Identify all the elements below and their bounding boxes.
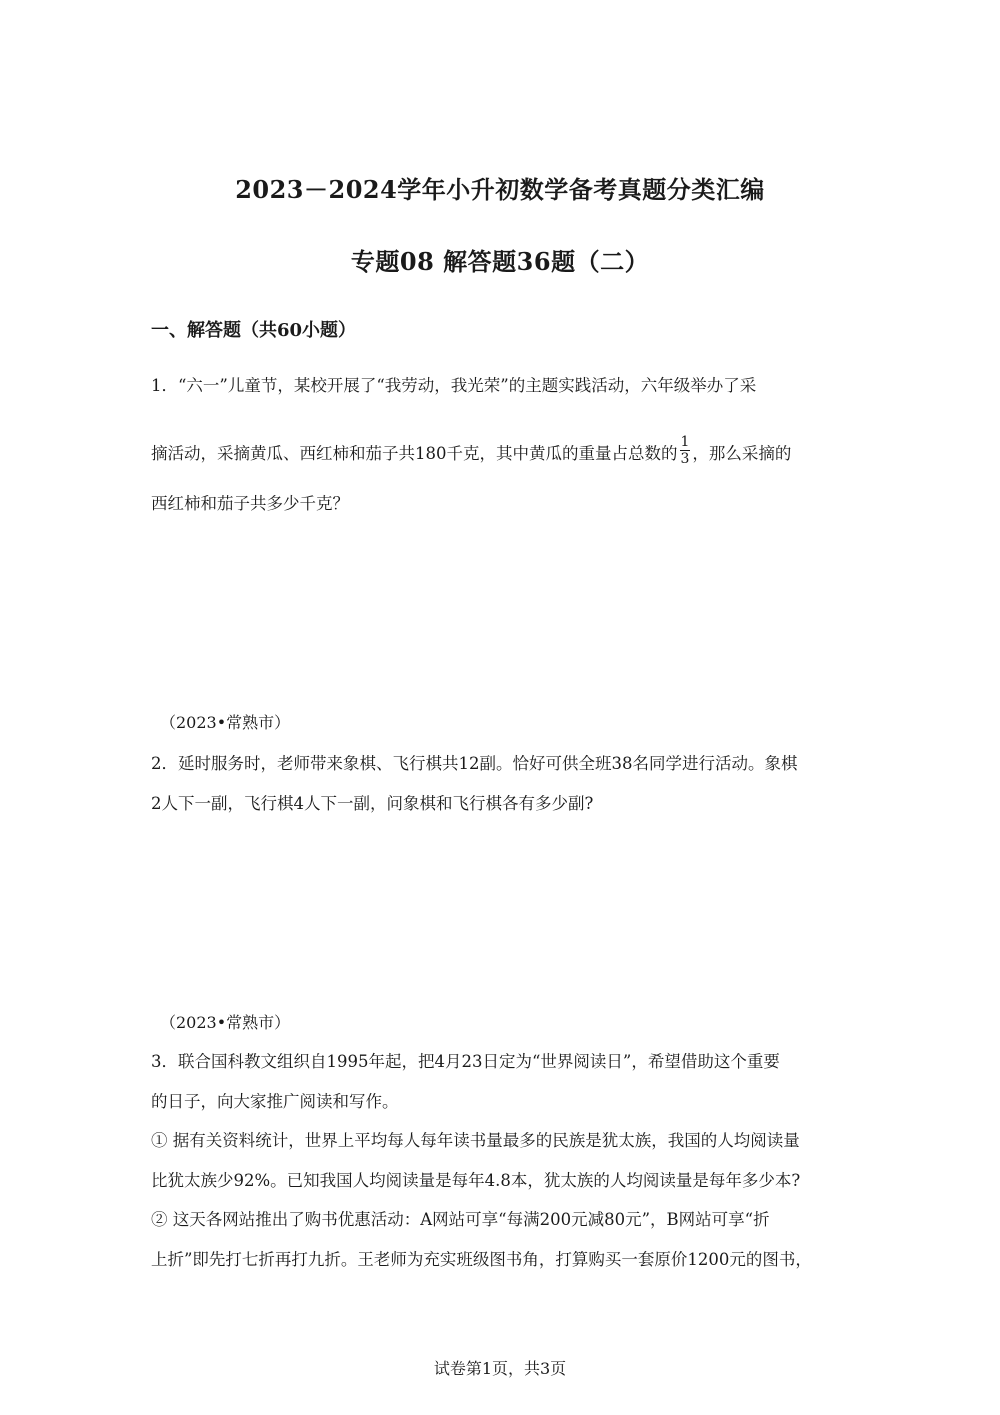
question-1-text-after-fraction: ，那么采摘的 [692, 444, 792, 463]
question-3-line-4: 比犹太族少92%。已知我国人均阅读量是每年4.8本，犹太族的人均阅读量是每年多少本? [151, 1171, 801, 1190]
question-3-line-6: 上折”即先打七折再打九折。王老师为充实班级图书角，打算购买一套原价1200元的图书， [151, 1250, 812, 1269]
section-heading: 一、解答题（共60小题） [151, 320, 357, 341]
question-2-line-1: 2．延时服务时，老师带来象棋、飞行棋共12副。恰好可供全班38名同学进行活动。象棋 [151, 754, 798, 773]
document-subtitle: 专题08 解答题36题（二） [350, 247, 650, 276]
question-2-source: （2023•常熟市） [160, 1013, 291, 1032]
question-3-line-1: 3．联合国科教文组织自1995年起，把4月23日定为“世界阅读日”，希望借助这个重要 [151, 1052, 780, 1071]
question-2-line-2: 2人下一副，飞行棋4人下一副，问象棋和飞行棋各有多少副? [151, 794, 594, 813]
question-1-line-3: 西红柿和茄子共多少千克？ [151, 494, 349, 513]
fraction-one-third [680, 434, 691, 467]
page-footer: 试卷第1页，共3页 [433, 1359, 567, 1378]
question-3-line-2: 的日子，向大家推广阅读和写作。 [151, 1092, 399, 1111]
question-1-line-2 [151, 434, 792, 471]
question-1-source: （2023•常熟市） [160, 713, 291, 732]
fraction-denominator: 3 [680, 451, 690, 467]
question-3-line-5: ② 这天各网站推出了购书优惠活动：A网站可享“每满200元减80元”，B网站可享“折 [151, 1210, 770, 1229]
question-1-line-1: 1．“六一”儿童节，某校开展了“我劳动，我光荣”的主题实践活动，六年级举办了采 [151, 376, 757, 395]
document-title: 2023－2024学年小升初数学备考真题分类汇编 [235, 175, 765, 204]
question-1-text-before-fraction: 摘活动，采摘黄瓜、西红柿和茄子共180千克，其中黄瓜的重量占总数的 [151, 444, 678, 463]
question-3-line-3: ① 据有关资料统计，世界上平均每人每年读书量最多的民族是犹太族，我国的人均阅读量 [151, 1131, 800, 1150]
fraction-numerator: 1 [680, 434, 690, 450]
